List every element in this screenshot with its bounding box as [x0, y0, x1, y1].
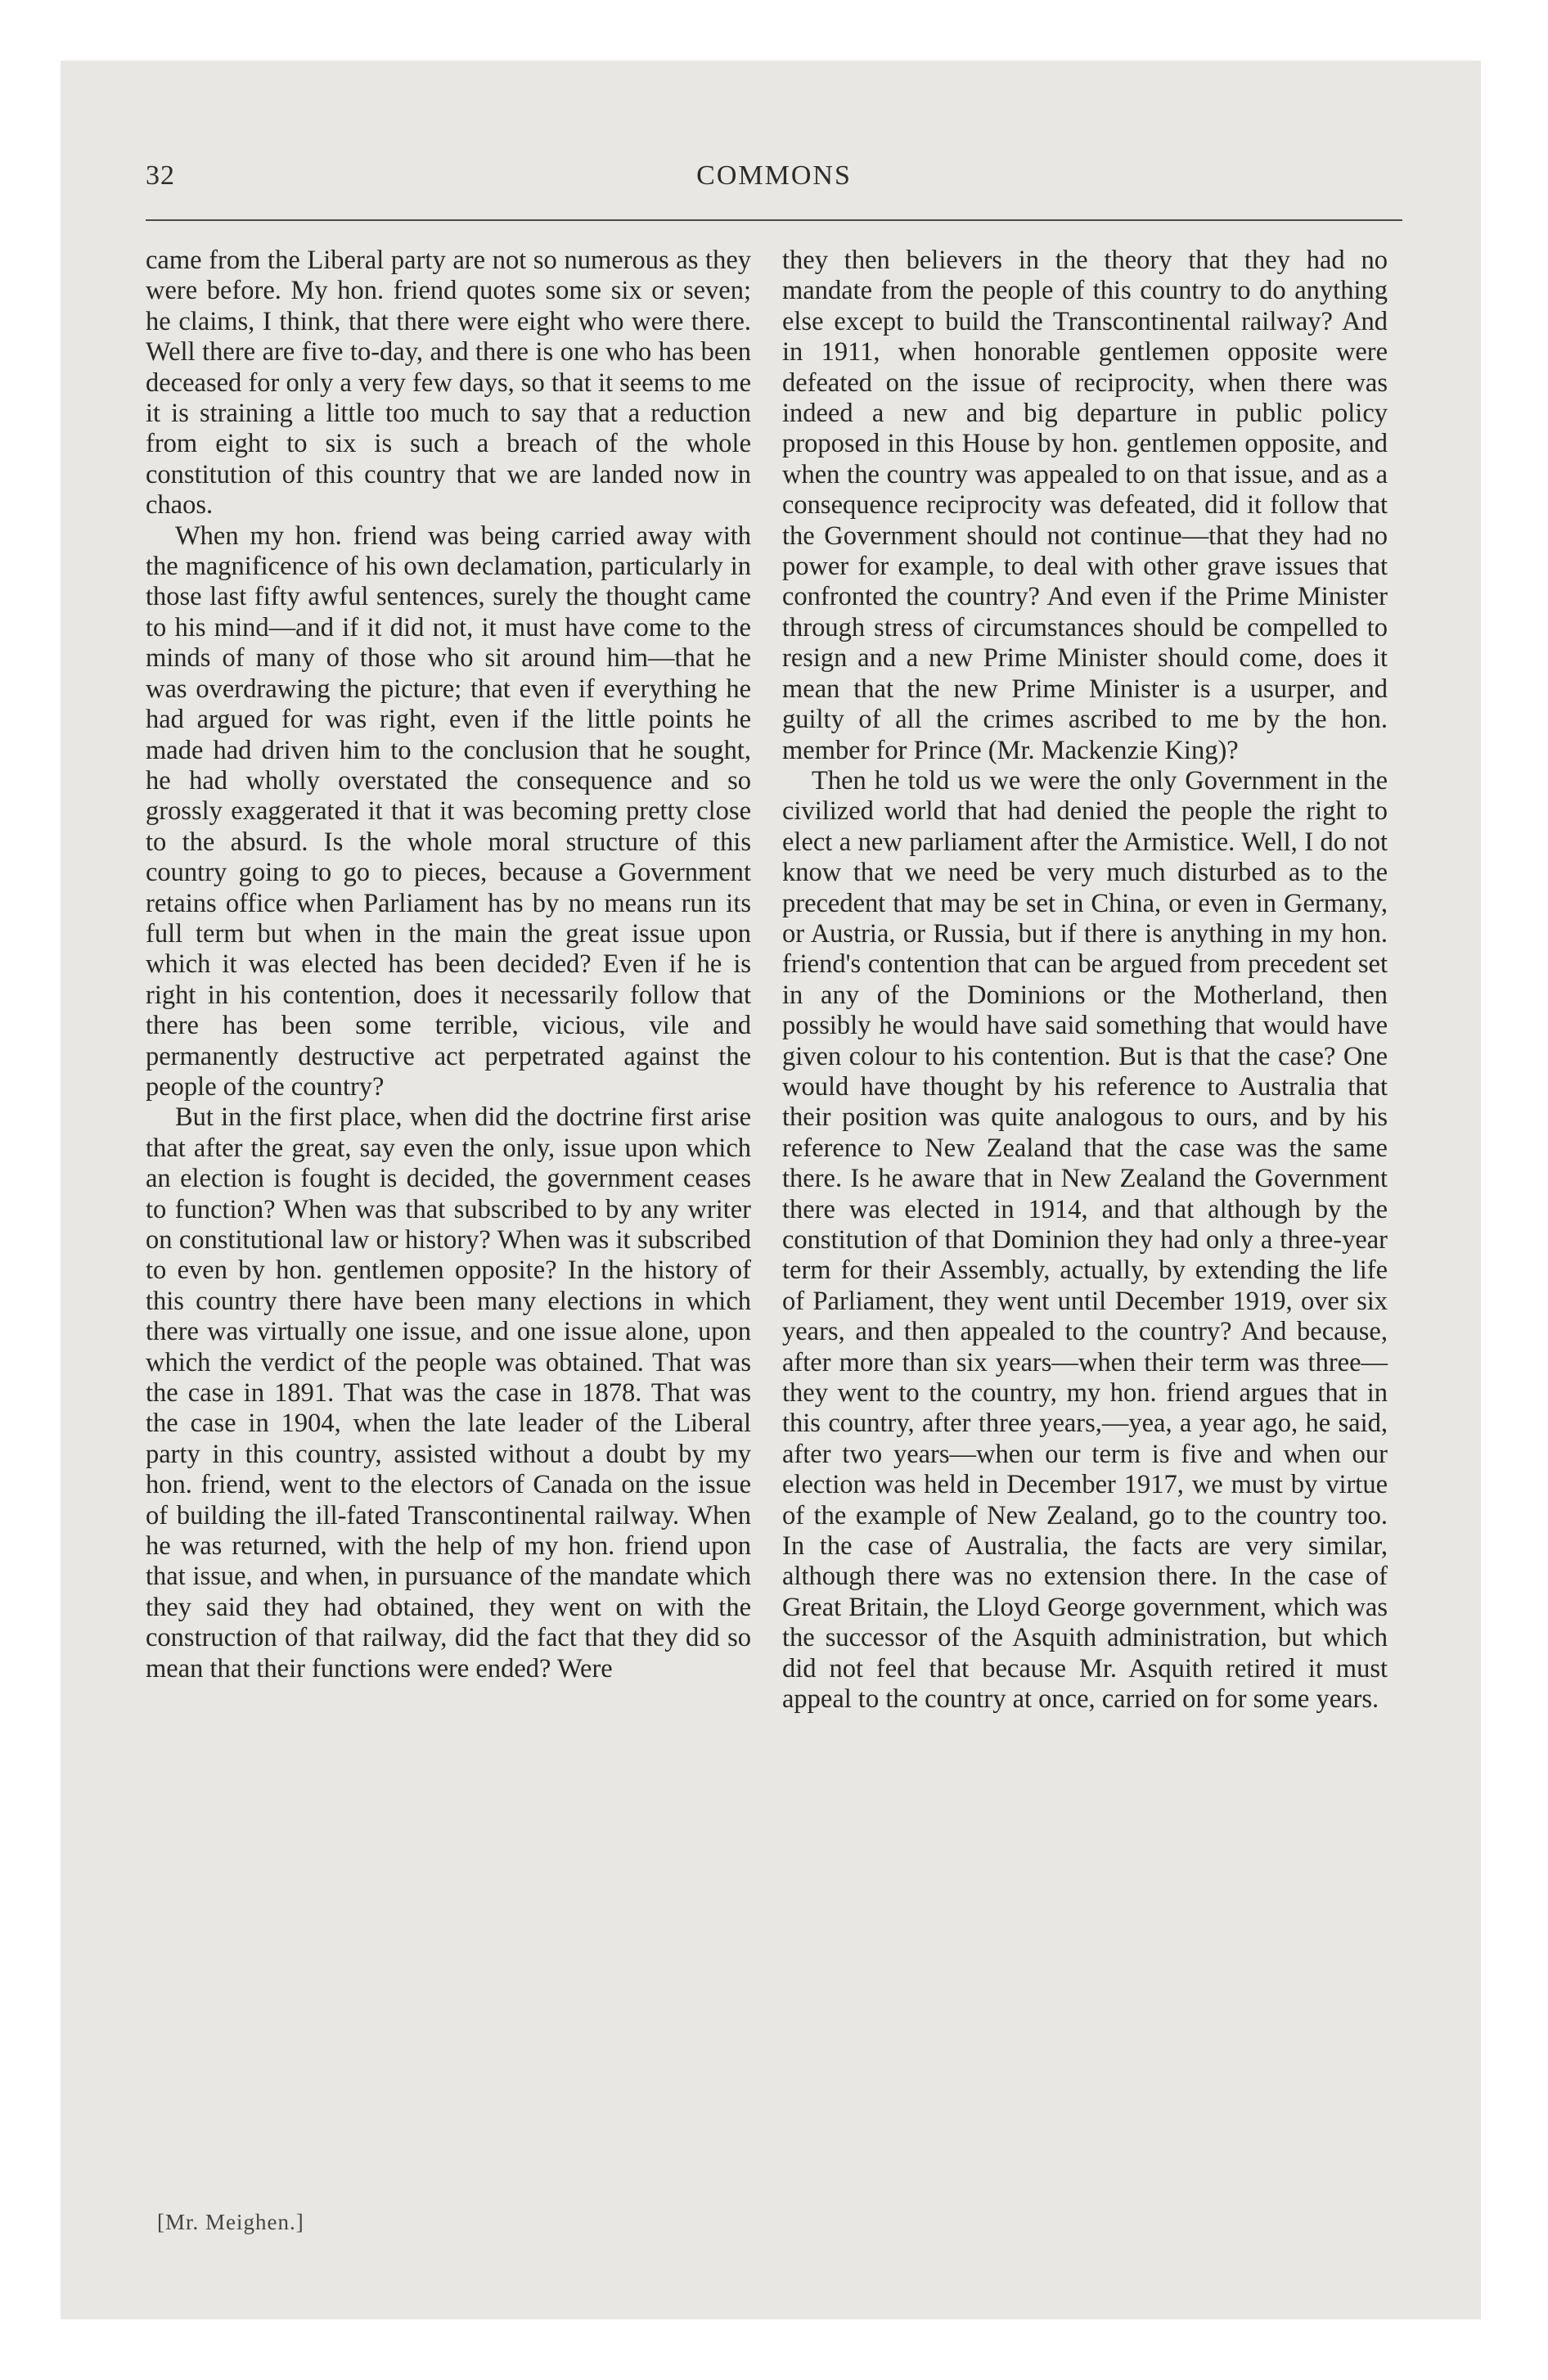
paragraph: they then believers in the theory that they had no mandate from the people of this country to do anything else except to build the Transcontinental railway? And in 1911, when honorable gentlemen opposite were defeated on the issue of reciprocity, when there was indeed a new and big departure in public policy proposed in this House by hon. gentlemen opposite, and when the country was appealed to on that issue, and as a consequence reciprocity was defeated, did it follow that the Government should not continue—that they had no power for example, to deal with other grave issues that confronted the country? And even if the Prime Minister through stress of circumstances should be compelled to resign and a new Prime Minister should come, does it mean that the new Prime Minister is a usurper, and guilty of all the crimes ascribed to me by the hon. member for Prince (Mr. Mackenzie King)? — [782, 246, 1388, 765]
running-head: COMMONS — [696, 160, 852, 191]
paragraph: came from the Liberal party are not so numerous as they were before. My hon. friend quotes some six or seven; he claims, I think, that there were eight who were there. Well there are five to-day, and there is one who has been deceased for only a very few days, so that it seems to me it is straining a little too much to say that a reduction from eight to six is such a breach of the whole constitution of this country that we are landed now in chaos. — [146, 246, 751, 521]
paragraph: But in the first place, when did the doctrine first arise that after the great, say even the only, issue upon which an election is fought is decided, the government ceases to function? When was that subscribed to by any writer on constitutional law or history? When was it subscribed to even by hon. gentlemen opposite? In the history of this country there have been many elections in which there was virtually one issue, and one issue alone, upon which the verdict of the people was obtained. That was the case in 1891. That was the case in 1878. That was the case in 1904, when the late leader of the Liberal party in this country, assisted without a doubt by my hon. friend, went to the electors of Canada on the issue of building the ill-fated Transcontinental railway. When he was returned, with the help of my hon. friend upon that issue, and when, in pursuance of the mandate which they said they had obtained, they went on with the construction of that railway, did the fact that they did so mean that their functions were ended? Were — [146, 1102, 751, 1684]
paragraph: When my hon. friend was being carried away with the magnificence of his own declamation, particularly in those last fifty awful sentences, surely the thought came to his mind—and if it did not, it must have come to the minds of many of those who sit around him—that he was overdrawing the picture; that even if everything he had argued for was right, even if the little points he made had driven him to the conclusion that he sought, he had wholly overstated the consequence and so grossly exaggerated it that it was becoming pretty close to the absurd. Is the whole moral structure of this country going to go to pieces, because a Government retains office when Parliament has by no means run its full term but when in the main the great issue upon which it was elected has been decided? Even if he is right in his contention, does it necessarily follow that there has been some terrible, vicious, vile and permanently destructive act perpetrated against the people of the country? — [146, 521, 751, 1102]
page-header — [146, 160, 1402, 201]
speaker-footnote: [Mr. Meighen.] — [157, 2210, 304, 2234]
right-column — [782, 246, 1388, 1715]
header-rule — [146, 219, 1402, 221]
page-number: 32 — [146, 160, 175, 191]
paragraph: Then he told us we were the only Government in the civilized world that had denied the people the right to elect a new parliament after the Armistice. Well, I do not know that we need be very much disturbed as to the precedent that may be set in China, or even in Germany, or Austria, or Russia, but if there is anything in my hon. friend's contention that can be argued from precedent set in any of the Dominions or the Motherland, then possibly he would have said something that would have given colour to his contention. But is that the case? One would have thought by his reference to Australia that their position was quite analogous to ours, and by his reference to New Zealand that the case was the same there. Is he aware that in New Zealand the Government there was elected in 1914, and that although by the constitution of that Dominion they had only a three-year term for their Assembly, actually, by extending the life of Parliament, they went until December 1919, over six years, and then appealed to the country? And because, after more than six years—when their term was three—they went to the country, my hon. friend argues that in this country, after three years,—yea, a year ago, he said, after two years—when our term is five and when our election was held in December 1917, we must by virtue of the example of New Zealand, go to the country too. In the case of Australia, the facts are very similar, although there was no extension there. In the case of Great Britain, the Lloyd George government, which was the successor of the Asquith administration, but which did not feel that because Mr. Asquith retired it must appeal to the country at once, carried on for some years. — [782, 765, 1388, 1715]
left-column — [146, 246, 751, 1684]
